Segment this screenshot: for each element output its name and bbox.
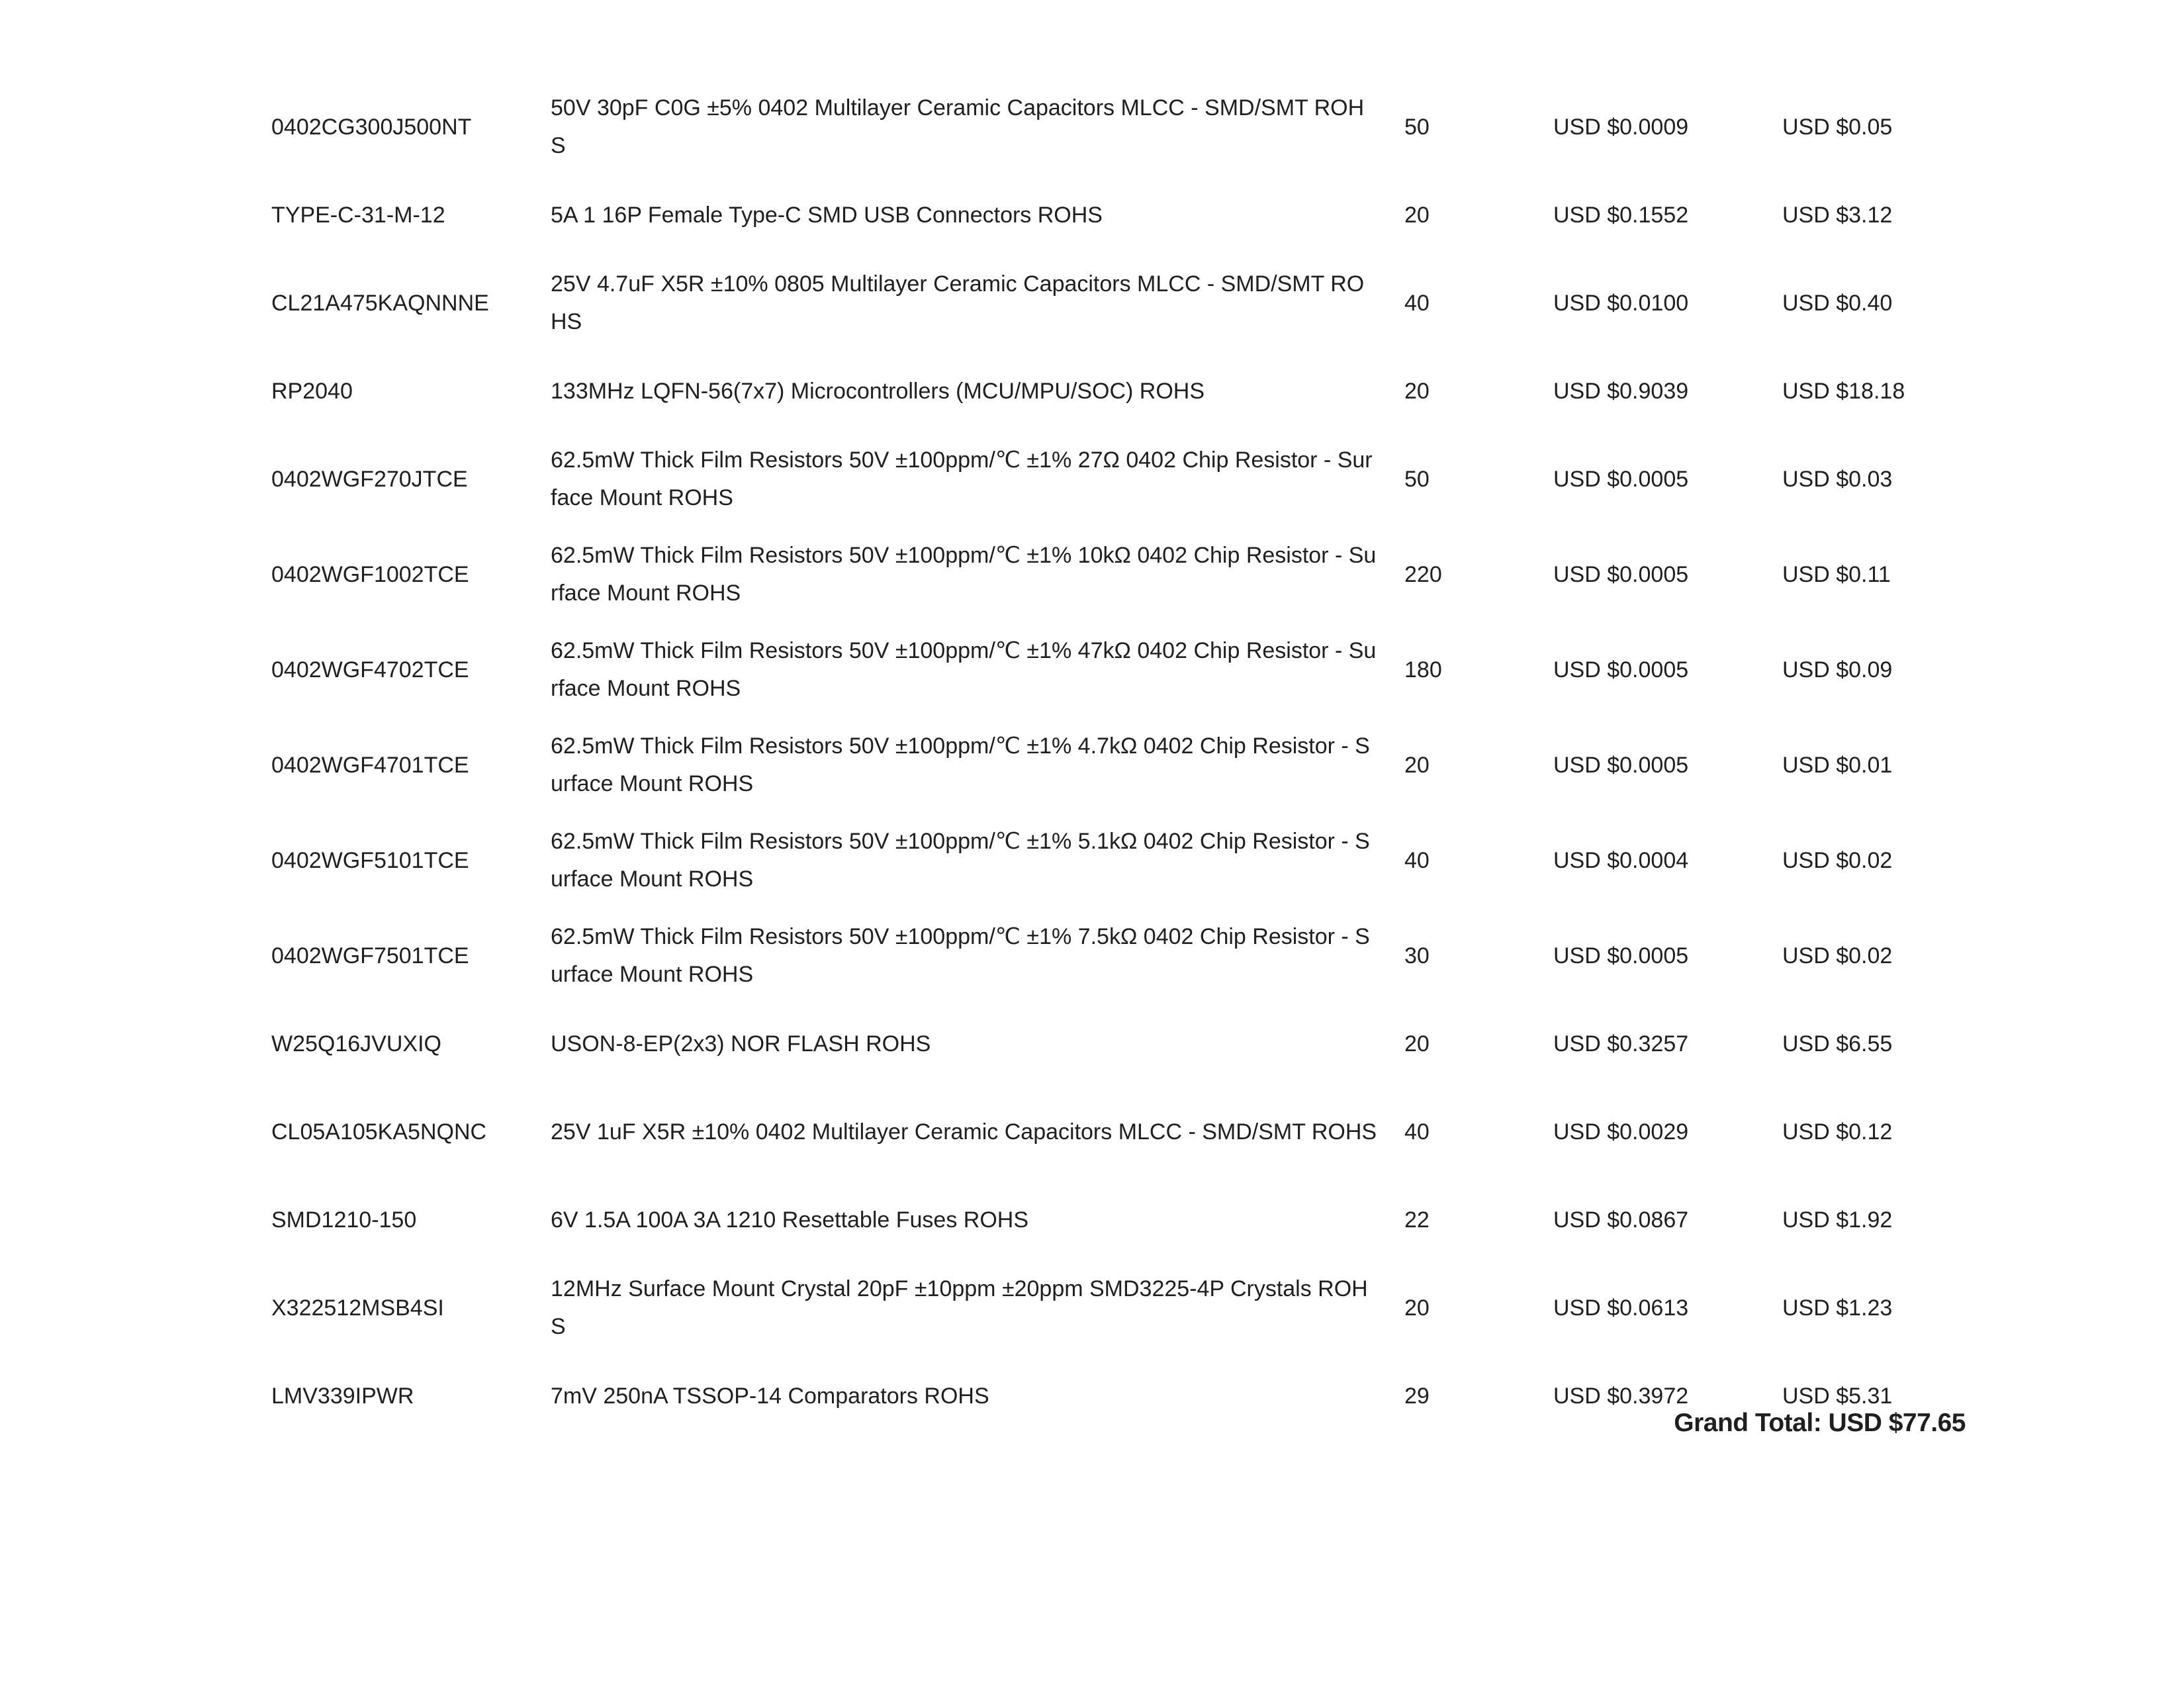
unit-price: USD $0.1552 <box>1553 202 1689 228</box>
unit-price: USD $0.9039 <box>1553 378 1689 404</box>
table-row <box>271 79 2047 175</box>
grand-total-label: Grand Total: <box>1674 1409 1822 1437</box>
extended-price: USD $0.02 <box>1782 847 1893 873</box>
extended-price: USD $1.92 <box>1782 1207 1893 1233</box>
part-description: 133MHz LQFN-56(7x7) Microcontrollers (MCU/MPU/SOC) ROHS <box>551 378 1205 404</box>
extended-price: USD $0.12 <box>1782 1119 1893 1145</box>
quantity: 20 <box>1404 1031 1430 1056</box>
table-row <box>271 1084 2047 1180</box>
part-number: TYPE-C-31-M-12 <box>271 202 445 228</box>
table-row <box>271 1180 2047 1260</box>
unit-price: USD $0.0867 <box>1553 1207 1689 1233</box>
part-description: 6V 1.5A 100A 3A 1210 Resettable Fuses ROHS <box>551 1207 1029 1233</box>
unit-price: USD $0.0005 <box>1553 466 1689 492</box>
quantity: 20 <box>1404 1295 1430 1321</box>
part-number: W25Q16JVUXIQ <box>271 1031 441 1056</box>
extended-price: USD $0.05 <box>1782 114 1893 140</box>
unit-price: USD $0.0100 <box>1553 290 1689 316</box>
extended-price: USD $0.03 <box>1782 466 1893 492</box>
unit-price: USD $0.3257 <box>1553 1031 1689 1056</box>
table-row <box>271 622 2047 718</box>
unit-price: USD $0.0005 <box>1553 752 1689 778</box>
part-number: LMV339IPWR <box>271 1383 414 1409</box>
part-description: 62.5mW Thick Film Resistors 50V ±100ppm/℃ ±1% 10kΩ 0402 Chip Resistor - Surface Mount ROHS <box>551 543 1377 606</box>
grand-total-value: USD $77.65 <box>1828 1409 1966 1437</box>
quantity: 40 <box>1404 847 1430 873</box>
part-description: 62.5mW Thick Film Resistors 50V ±100ppm/℃ ±1% 47kΩ 0402 Chip Resistor - Surface Mount ROHS <box>551 638 1377 701</box>
part-description: 50V 30pF C0G ±5% 0402 Multilayer Ceramic Capacitors MLCC - SMD/SMT ROHS <box>551 95 1365 158</box>
unit-price: USD $0.0029 <box>1553 1119 1689 1145</box>
part-number: CL05A105KA5NQNC <box>271 1119 487 1145</box>
table-row <box>271 256 2047 351</box>
part-number: CL21A475KAQNNNE <box>271 290 489 316</box>
part-description: 62.5mW Thick Film Resistors 50V ±100ppm/℃ ±1% 7.5kΩ 0402 Chip Resistor - Surface Mount ROHS <box>551 924 1370 987</box>
extended-price: USD $0.01 <box>1782 752 1893 778</box>
quantity: 20 <box>1404 202 1430 228</box>
quantity: 40 <box>1404 1119 1430 1145</box>
quantity: 220 <box>1404 561 1442 587</box>
unit-price: USD $0.3972 <box>1553 1383 1689 1409</box>
extended-price: USD $1.23 <box>1782 1295 1893 1321</box>
unit-price: USD $0.0005 <box>1553 943 1689 968</box>
extended-price: USD $0.02 <box>1782 943 1893 968</box>
part-description: 5A 1 16P Female Type-C SMD USB Connectors ROHS <box>551 202 1103 228</box>
extended-price: USD $0.11 <box>1782 561 1891 587</box>
part-number: X322512MSB4SI <box>271 1295 444 1321</box>
bom-table-body <box>271 79 2047 1436</box>
part-description: 25V 1uF X5R ±10% 0402 Multilayer Ceramic Capacitors MLCC - SMD/SMT ROHS <box>551 1119 1377 1145</box>
part-description: USON-8-EP(2x3) NOR FLASH ROHS <box>551 1031 931 1056</box>
table-row <box>271 432 2047 527</box>
quantity: 40 <box>1404 290 1430 316</box>
table-row <box>271 527 2047 622</box>
unit-price: USD $0.0613 <box>1553 1295 1689 1321</box>
grand-total <box>1674 1409 1966 1438</box>
part-description: 62.5mW Thick Film Resistors 50V ±100ppm/℃ ±1% 4.7kΩ 0402 Chip Resistor - Surface Mount ROHS <box>551 733 1370 796</box>
table-row <box>271 175 2047 256</box>
table-row <box>271 908 2047 1004</box>
table-row <box>271 351 2047 432</box>
part-description: 62.5mW Thick Film Resistors 50V ±100ppm/℃ ±1% 5.1kΩ 0402 Chip Resistor - Surface Mount ROHS <box>551 829 1370 892</box>
table-row <box>271 718 2047 813</box>
bom-table <box>271 79 2047 1436</box>
quantity: 180 <box>1404 657 1442 682</box>
extended-price: USD $5.31 <box>1782 1383 1893 1409</box>
extended-price: USD $3.12 <box>1782 202 1893 228</box>
quantity: 20 <box>1404 752 1430 778</box>
quantity: 22 <box>1404 1207 1430 1233</box>
quantity: 50 <box>1404 466 1430 492</box>
quantity: 30 <box>1404 943 1430 968</box>
unit-price: USD $0.0005 <box>1553 657 1689 682</box>
part-description: 25V 4.7uF X5R ±10% 0805 Multilayer Ceramic Capacitors MLCC - SMD/SMT ROHS <box>551 271 1365 334</box>
unit-price: USD $0.0004 <box>1553 847 1689 873</box>
unit-price: USD $0.0009 <box>1553 114 1689 140</box>
part-description: 7mV 250nA TSSOP-14 Comparators ROHS <box>551 1383 989 1409</box>
part-number: 0402WGF4702TCE <box>271 657 469 682</box>
part-number: 0402CG300J500NT <box>271 114 472 140</box>
part-number: 0402WGF4701TCE <box>271 752 469 778</box>
part-number: 0402WGF1002TCE <box>271 561 469 587</box>
table-row <box>271 1004 2047 1084</box>
extended-price: USD $6.55 <box>1782 1031 1893 1056</box>
part-description: 62.5mW Thick Film Resistors 50V ±100ppm/℃ ±1% 27Ω 0402 Chip Resistor - Surface Mount ROHS <box>551 447 1373 510</box>
extended-price: USD $0.40 <box>1782 290 1893 316</box>
unit-price: USD $0.0005 <box>1553 561 1689 587</box>
quantity: 20 <box>1404 378 1430 404</box>
quantity: 29 <box>1404 1383 1430 1409</box>
quantity: 50 <box>1404 114 1430 140</box>
part-number: 0402WGF270JTCE <box>271 466 468 492</box>
part-number: 0402WGF5101TCE <box>271 847 469 873</box>
table-row <box>271 813 2047 908</box>
part-number: SMD1210-150 <box>271 1207 417 1233</box>
extended-price: USD $0.09 <box>1782 657 1893 682</box>
part-description: 12MHz Surface Mount Crystal 20pF ±10ppm ±20ppm SMD3225-4P Crystals ROHS <box>551 1276 1368 1339</box>
part-number: 0402WGF7501TCE <box>271 943 469 968</box>
extended-price: USD $18.18 <box>1782 378 1905 404</box>
table-row <box>271 1260 2047 1356</box>
part-number: RP2040 <box>271 378 353 404</box>
